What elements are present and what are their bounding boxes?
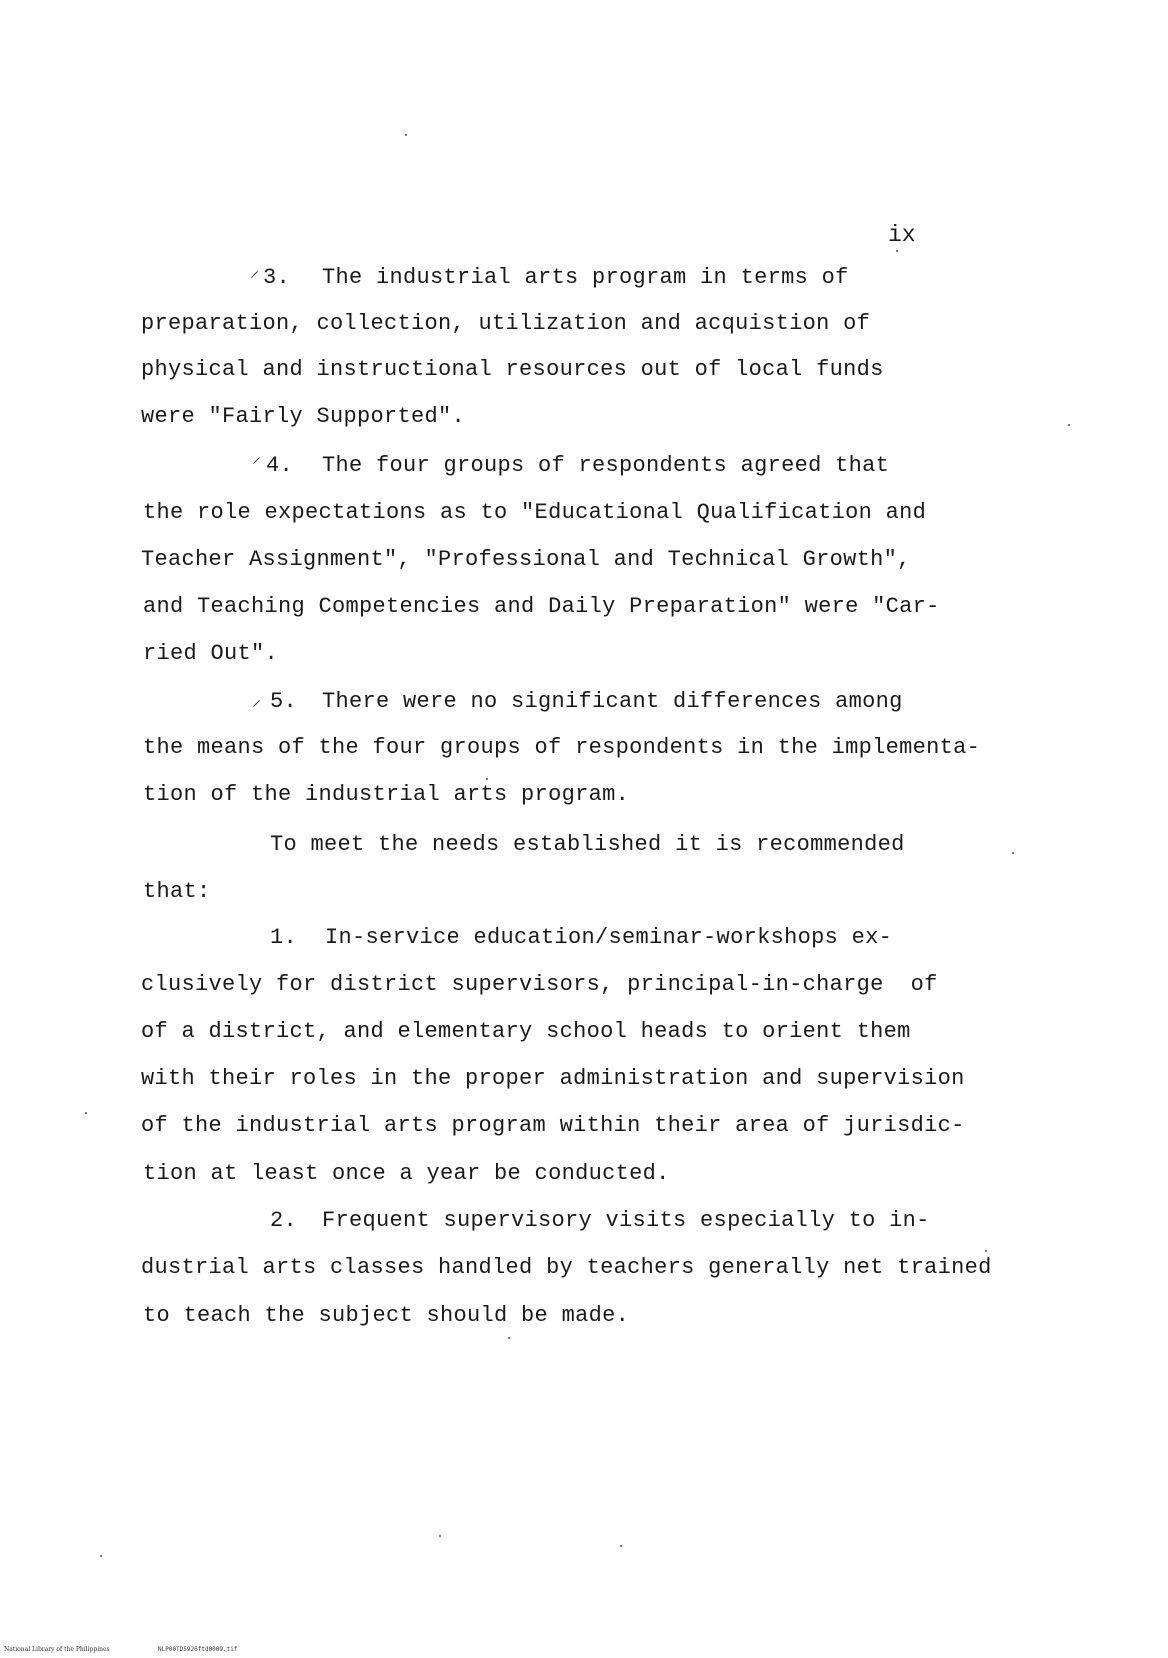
paragraph-line: tion of the industrial arts program.: [143, 782, 630, 807]
paragraph-line: There were no significant differences among: [322, 689, 903, 714]
paragraph-line: preparation, collection, utilization and acquistion of: [141, 311, 871, 336]
scan-speck: [985, 1250, 987, 1252]
item-number: 5.: [270, 689, 298, 714]
paragraph-line: with their roles in the proper administration and supervision: [141, 1066, 965, 1091]
paragraph-line: clusively for district supervisors, principal-in-charge of: [141, 972, 938, 997]
check-mark-icon: ⸍: [252, 697, 261, 718]
scan-speck: [439, 1535, 441, 1537]
paragraph-line: of the industrial arts program within their area of jurisdic-: [141, 1113, 965, 1138]
item-number: 3.: [263, 265, 291, 290]
paragraph-line: tion at least once a year be conducted.: [143, 1161, 670, 1186]
paragraph-line: and Teaching Competencies and Daily Preparation" were "Car-: [143, 594, 940, 619]
paragraph-line: In-service education/seminar-workshops ex-: [325, 925, 893, 950]
scan-speck: [1012, 852, 1014, 854]
scan-speck: [486, 778, 488, 780]
scan-speck: [508, 1337, 510, 1339]
paragraph-line: The four groups of respondents agreed that: [322, 453, 890, 478]
paragraph-line: were "Fairly Supported".: [141, 404, 466, 429]
paragraph-line: to teach the subject should be made.: [143, 1303, 630, 1328]
scan-speck: [85, 1112, 87, 1114]
paragraph-line: Frequent supervisory visits especially to in-: [322, 1208, 930, 1233]
paragraph-line: that:: [143, 879, 211, 904]
footer-library: National Library of the Philippines: [4, 1646, 110, 1653]
item-number: 1.: [270, 925, 298, 950]
check-mark-icon: ⸍: [252, 454, 261, 475]
scan-speck: [620, 1545, 622, 1547]
paragraph-line: of a district, and elementary school heads to orient them: [141, 1019, 911, 1044]
page-number: ix: [888, 222, 916, 248]
scan-speck: [405, 134, 407, 136]
item-number: 4.: [266, 453, 294, 478]
scan-speck: [896, 250, 898, 252]
item-number: 2.: [270, 1208, 298, 1233]
paragraph-line: Teacher Assignment", "Professional and Technical Growth",: [141, 547, 911, 572]
paragraph-line: To meet the needs established it is recommended: [270, 832, 905, 857]
check-mark-icon: ⸍: [250, 268, 259, 289]
scan-speck: [100, 1555, 102, 1557]
paragraph-line: physical and instructional resources out of local funds: [141, 357, 884, 382]
footer-file: NLP00TD5926ftd0009.tif: [158, 1646, 238, 1653]
paragraph-line: dustrial arts classes handled by teachers generally net trained: [141, 1255, 992, 1280]
paragraph-line: the role expectations as to "Educational Qualification and: [143, 500, 927, 525]
paragraph-line: ried Out".: [143, 641, 279, 666]
paragraph-line: the means of the four groups of respondents in the implementa-: [143, 735, 981, 760]
scan-speck: [1068, 424, 1070, 426]
paragraph-line: The industrial arts program in terms of: [322, 265, 849, 290]
